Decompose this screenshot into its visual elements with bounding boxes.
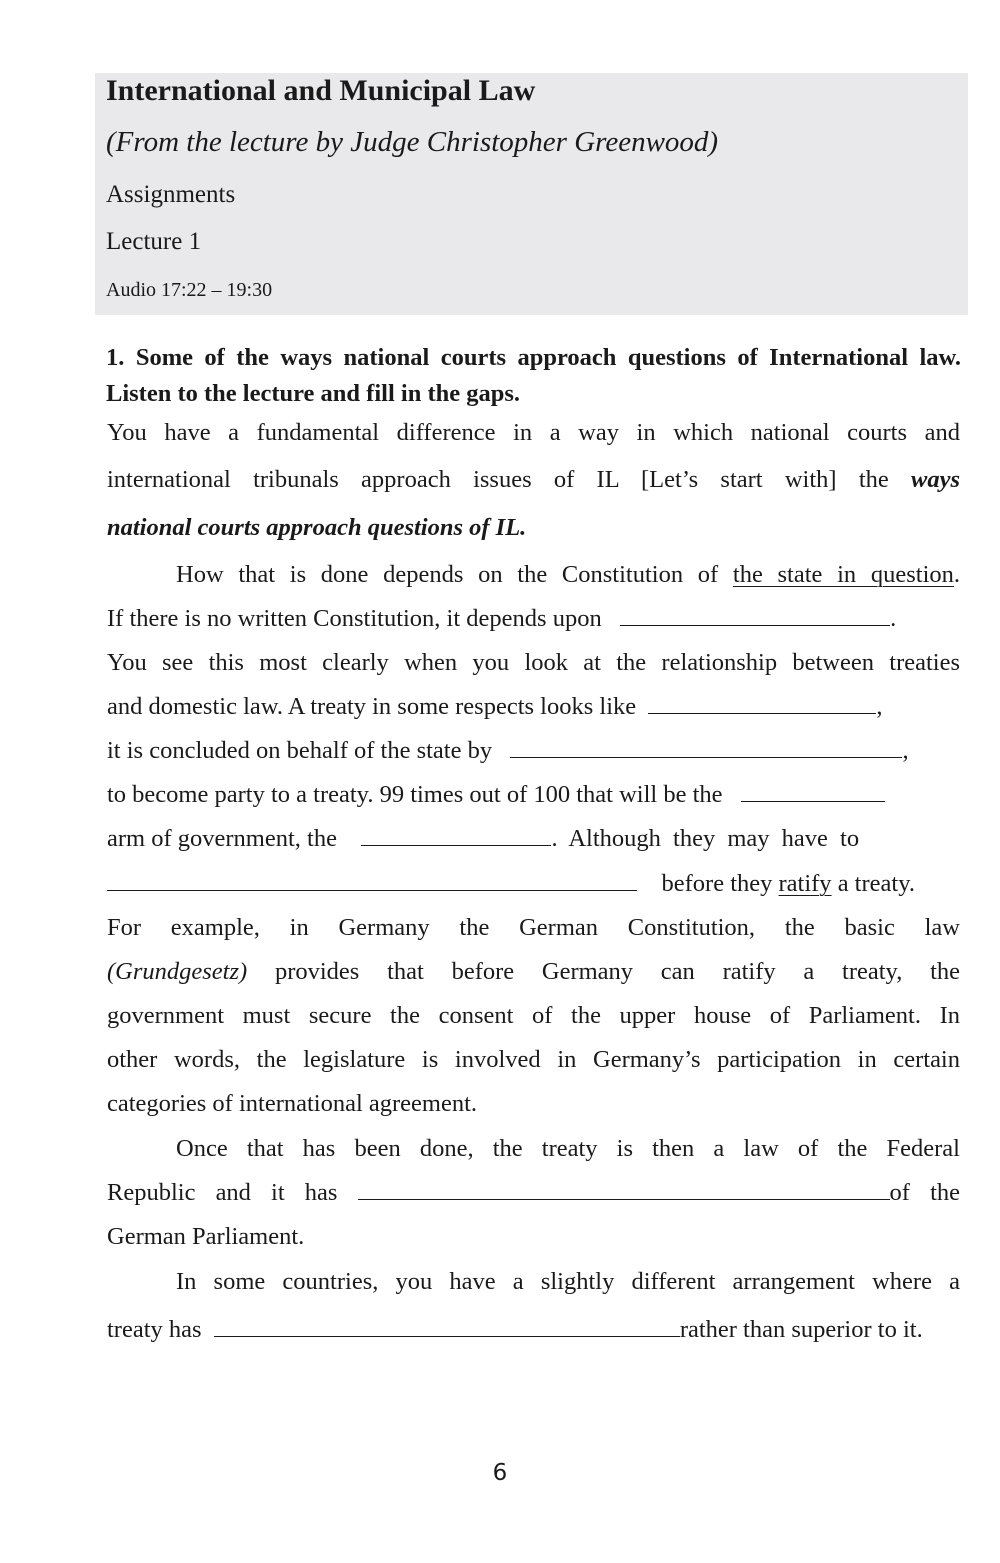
underlined-word: ratify [778, 870, 832, 897]
fill-in-gap[interactable] [107, 868, 637, 891]
text-line: You see this most clearly when you look at the relationship between treaties [107, 649, 960, 676]
text-line: to become party to a treaty. 99 times out of 100 that will be the [107, 778, 960, 812]
fill-in-gap[interactable] [510, 735, 902, 758]
text-line: it is concluded on behalf of the state by , [107, 737, 909, 764]
text-line: government must secure the consent of the upper house of Parliament. In [107, 1002, 960, 1029]
text-line: treaty has rather than superior to it. [107, 1316, 923, 1343]
text-line: (Grundgesetz) provides that before Germany can ratify a treaty, the [107, 958, 961, 985]
text-line: other words, the legislature is involved in Germany’s participation in certain [107, 1046, 960, 1073]
exercise-heading-line: Listen to the lecture and fill in the gaps. [106, 380, 521, 407]
fill-in-gap[interactable] [620, 603, 890, 626]
fill-in-gap[interactable] [214, 1314, 680, 1337]
text-line: Republic and it has of the [107, 1179, 960, 1206]
fill-in-gap[interactable] [648, 691, 876, 714]
text-line: international tribunals approach issues of IL [Let’s start with] the ways [107, 466, 961, 493]
text-line: In some countries, you have a slightly different arrangement where a [176, 1268, 960, 1295]
text-line: You have a fundamental difference in a way in which national courts and [107, 419, 960, 446]
audio-timestamp: Audio 17:22 – 19:30 [106, 279, 273, 301]
document-title: International and Municipal Law [106, 74, 536, 107]
text-line: and domestic law. A treaty in some respects looks like , [107, 693, 883, 720]
text-line: before they ratify a treaty. [107, 867, 960, 901]
exercise-heading [106, 340, 961, 412]
underlined-answer: the state in question [732, 561, 954, 588]
lecture-label: Lecture 1 [106, 228, 202, 255]
text-line: arm of government, the . Although they may have to [107, 825, 860, 852]
page-number: 6 [492, 1460, 508, 1486]
text-line: How that is done depends on the Constitution of the state in question. [176, 561, 961, 588]
fill-in-gap[interactable] [361, 823, 551, 846]
lecture-subtitle: (From the lecture by Judge Christopher Greenwood) [106, 126, 719, 158]
fill-in-gap[interactable] [741, 779, 885, 802]
text-line: national courts approach questions of IL. [107, 514, 527, 541]
fill-in-gap[interactable] [358, 1177, 890, 1200]
text-line: categories of international agreement. [107, 1090, 478, 1117]
text-line: German Parliament. [107, 1223, 305, 1250]
text-line: Once that has been done, the treaty is then a law of the Federal [176, 1135, 960, 1162]
exercise-heading-line: 1. Some of the ways national courts approach questions of International law. [106, 344, 961, 371]
text-line: For example, in Germany the German Constitution, the basic law [107, 914, 960, 941]
text-line: If there is no written Constitution, it depends upon . [107, 605, 897, 632]
assignments-label: Assignments [106, 181, 236, 208]
